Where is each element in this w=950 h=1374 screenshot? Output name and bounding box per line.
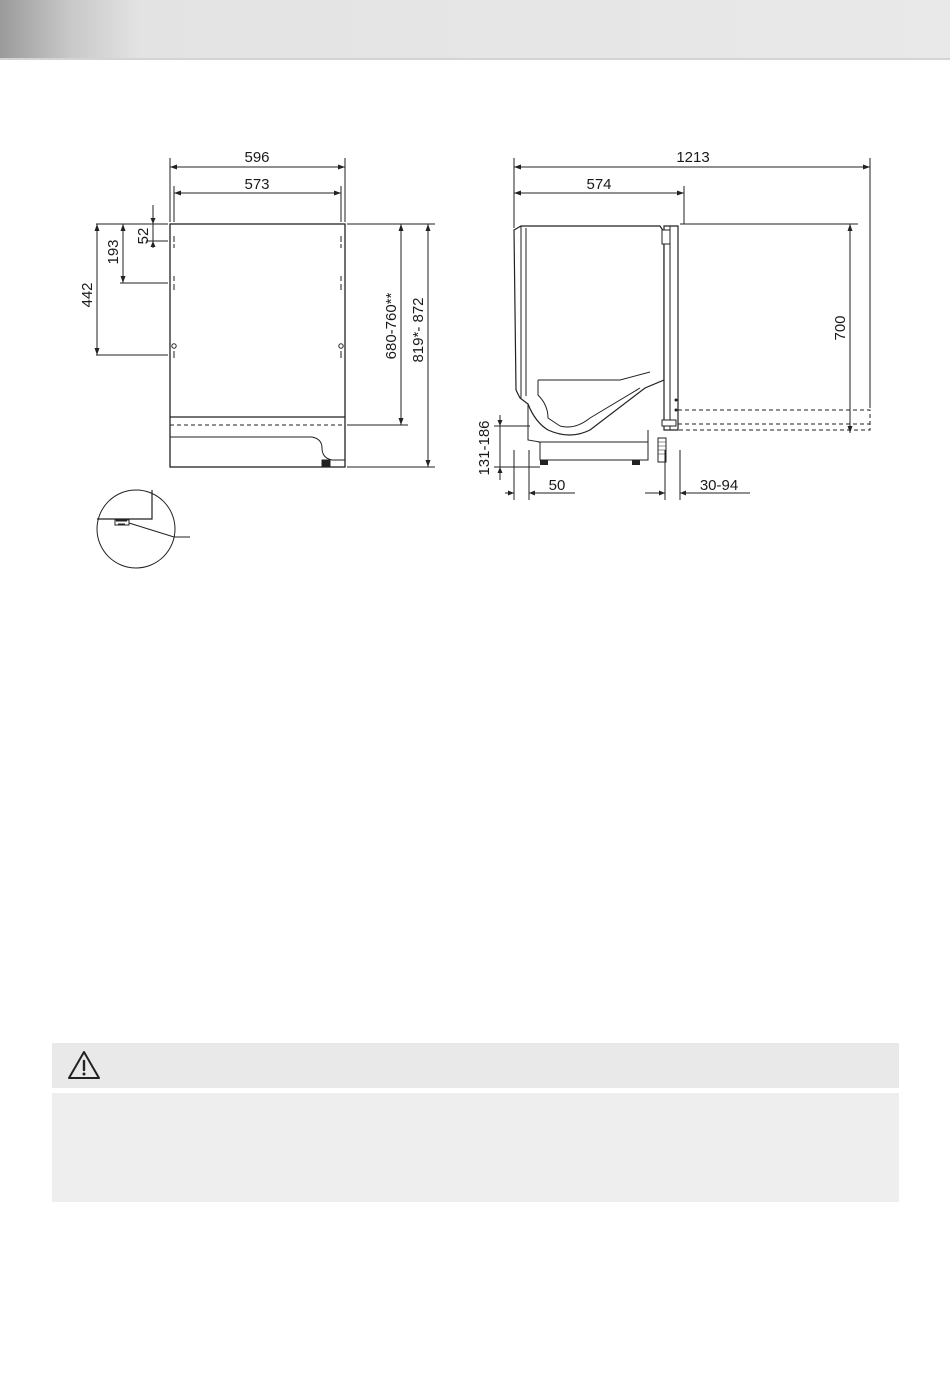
- front-view: [95, 158, 436, 568]
- side-plinth-offset-label: 50: [548, 477, 566, 494]
- warning-header: [52, 1043, 899, 1088]
- front-dim-top-label: 52: [135, 227, 152, 245]
- side-view: [494, 158, 870, 500]
- front-dim-low-label: 442: [79, 282, 96, 308]
- side-door-height-label: 700: [832, 315, 849, 341]
- side-door-offset-label: 30-94: [699, 477, 739, 494]
- warning-triangle-icon: [66, 1049, 102, 1081]
- side-depth-total-label: 1213: [676, 149, 710, 166]
- side-depth-body-label: 574: [586, 176, 612, 193]
- front-width-outer-label: 596: [244, 149, 270, 166]
- side-plinth-height-label: 131-186: [476, 420, 493, 476]
- front-height-total-label: 819*- 872: [410, 297, 427, 363]
- warning-body: [52, 1093, 899, 1202]
- front-height-adjust-label: 680-760**: [383, 292, 400, 360]
- front-dim-mid-label: 193: [105, 239, 122, 265]
- front-width-inner-label: 573: [244, 176, 270, 193]
